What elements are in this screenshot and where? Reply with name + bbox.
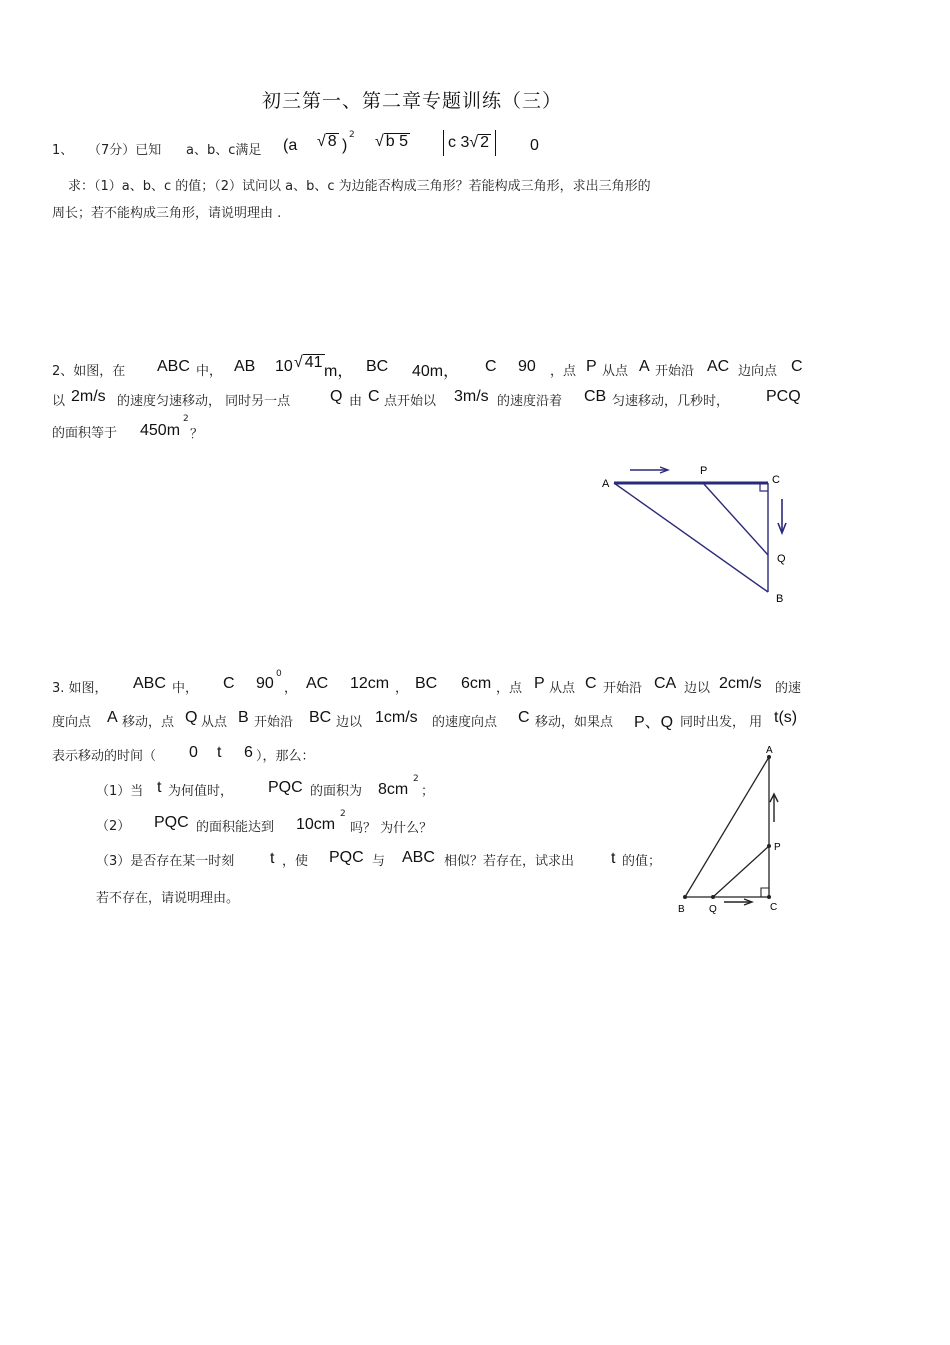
q3-label-b: B xyxy=(678,904,685,915)
q2-l1-l: ，点 xyxy=(550,364,577,379)
q2-l1-i: 40m， xyxy=(412,363,460,380)
q3-s1-d: PQC xyxy=(268,779,303,796)
q2-l1-k: 90 xyxy=(518,358,536,375)
q3-l1-u: 的速 xyxy=(775,681,802,696)
q2-l1-r: 边向点 xyxy=(738,364,778,379)
q2-label-p: P xyxy=(700,465,708,477)
q2-radicand-41: 41 xyxy=(304,354,323,371)
q2-l2-d: Q xyxy=(330,388,343,405)
q2-l2-k: 匀速移动，几秒时， xyxy=(612,394,730,409)
q3-l1-e: 90 xyxy=(256,675,274,692)
q1-abs-value: c 3√ 2 xyxy=(443,130,496,156)
q2-label-q: Q xyxy=(777,553,786,565)
q2-l1-h: BC xyxy=(366,358,389,375)
q3-s1-g: 2 xyxy=(413,774,419,784)
q3-l1-s: 边以 xyxy=(684,681,711,696)
q3-l2-d: Q xyxy=(185,709,198,726)
q3-point-p xyxy=(767,844,771,848)
q3-s1-h: ； xyxy=(421,784,435,799)
q3-l1-k: BC xyxy=(415,675,438,692)
q2-l1-q: AC xyxy=(707,358,730,375)
q3-s3-f: ABC xyxy=(402,849,435,866)
q3-s3-a: （3）是否存在某一时刻 xyxy=(96,854,235,869)
q3-l2-c: 移动，点 xyxy=(122,715,175,730)
q3-l2-a: 度向点 xyxy=(52,715,92,730)
q1-expr-close: ) xyxy=(342,137,348,154)
q1-line3: 周长；若不能构成三角形，请说明理由 . xyxy=(52,206,282,221)
q3-s2-c: 的面积能达到 xyxy=(196,820,275,835)
q2-l2-f: C xyxy=(368,388,380,405)
q3-s3-b: t xyxy=(270,850,275,867)
q3-l1-a: 3. 如图， xyxy=(52,681,108,696)
q1-sqrt8: √ 8 xyxy=(317,133,337,150)
q3-l1-n: P xyxy=(534,675,545,692)
q1-exponent: 2 xyxy=(349,130,355,140)
q3-l1-r: CA xyxy=(654,675,677,692)
q2-l3-d: ？ xyxy=(190,427,204,442)
q1-sqrt-b5: √ b 5 xyxy=(375,133,409,150)
q3-l1-d: C xyxy=(223,675,235,692)
q3-l2-b: A xyxy=(107,709,118,726)
q3-l1-p: C xyxy=(585,675,597,692)
q3-s1-b: t xyxy=(157,779,162,796)
q2-l1-p: 开始沿 xyxy=(655,364,695,379)
q3-s3-e: 与 xyxy=(372,854,386,869)
q2-l2-a: 以 xyxy=(52,394,66,409)
q2-label-b: B xyxy=(776,593,784,605)
q3-s2-d: 10cm xyxy=(296,816,336,833)
q3-l1-t: 2cm/s xyxy=(719,675,762,692)
q3-l1-l: 6cm xyxy=(461,675,492,692)
q3-s3-g: 相似？若存在，试求出 xyxy=(444,854,575,869)
q3-l1-q: 开始沿 xyxy=(603,681,643,696)
q2-sqrt41: √ 41 xyxy=(294,354,323,371)
q3-s1-a: （1）当 xyxy=(96,784,144,799)
q2-triangle-diagram xyxy=(590,455,810,615)
q3-triangle-diagram xyxy=(670,740,800,920)
q3-label-a: A xyxy=(766,745,773,756)
q3-s4: 若不存在，请说明理由。 xyxy=(96,891,240,906)
q3-l1-b: ABC xyxy=(133,675,166,692)
q3-s1-c: 为何值时， xyxy=(168,784,234,799)
q3-l2-o: 同时出发， 用 xyxy=(680,715,763,730)
q1-radicand-3: 2 xyxy=(480,134,490,151)
q3-l2-j: 1cm/s xyxy=(375,709,418,726)
q3-l2-i: 边以 xyxy=(336,715,363,730)
q3-l2-l: C xyxy=(518,709,530,726)
q2-l3-b: 450m xyxy=(140,422,181,439)
q2-l3-a: 的面积等于 xyxy=(52,426,118,441)
q3-label-c: C xyxy=(770,902,778,913)
q3-point-q xyxy=(711,895,715,899)
q3-l1-i: 12cm xyxy=(350,675,390,692)
q3-l1-f: 0 xyxy=(276,669,282,679)
q3-point-c xyxy=(767,895,771,899)
page-title: 初三第一、第二章专题训练（三） xyxy=(262,90,563,112)
q3-s2-a: （2） xyxy=(96,819,131,834)
q3-l2-m: 移动，如果点 xyxy=(535,715,614,730)
q3-label-p: P xyxy=(774,842,781,853)
q3-s3-d: PQC xyxy=(329,849,364,866)
q2-l2-j: CB xyxy=(584,388,607,405)
q2-l3-c: 2 xyxy=(183,414,189,424)
q3-l1-g: ， xyxy=(284,681,298,696)
q3-side-ab xyxy=(685,757,769,897)
q3-l1-j: ， xyxy=(395,681,409,696)
q3-l1-o: 从点 xyxy=(549,681,576,696)
q3-s3-i: 的值； xyxy=(622,854,662,869)
q3-s3-h: t xyxy=(611,850,616,867)
q3-s2-f: 吗？ 为什么？ xyxy=(350,821,433,836)
q3-label-q: Q xyxy=(709,904,717,915)
q3-l3-a: 表示移动的时间（ xyxy=(52,749,157,764)
q3-s1-e: 的面积为 xyxy=(310,784,363,799)
q3-l2-p: t(s) xyxy=(774,709,798,726)
q2-l1-m: P xyxy=(586,358,597,375)
q2-l2-b: 2m/s xyxy=(71,388,106,405)
q1-expr-open: (a xyxy=(283,137,298,154)
q2-l2-h: 3m/s xyxy=(454,388,489,405)
q3-s2-e: 2 xyxy=(340,809,346,819)
q3-l2-g: 开始沿 xyxy=(254,715,294,730)
q2-l2-e: 由 xyxy=(349,394,363,409)
q2-l1-g: m， xyxy=(324,363,354,380)
q2-l2-c: 的速度匀速移动， 同时另一点 xyxy=(117,394,291,409)
q1-rhs: 0 xyxy=(530,137,539,154)
q2-l1-e: 10 xyxy=(275,358,293,375)
q2-segment-pq xyxy=(703,483,768,555)
q2-l2-g: 点开始以 xyxy=(384,394,437,409)
q2-l1-s: C xyxy=(791,358,803,375)
q3-l1-h: AC xyxy=(306,675,329,692)
q2-l2-l: PCQ xyxy=(766,388,801,405)
q1-score: （7分）已知 xyxy=(88,143,162,158)
q2-label-c: C xyxy=(772,474,780,486)
q3-l2-n: P、Q xyxy=(634,714,674,731)
q3-l1-c: 中， xyxy=(172,681,199,696)
q2-label-a: A xyxy=(602,478,610,490)
q3-l2-k: 的速度向点 xyxy=(432,715,498,730)
q3-l2-h: BC xyxy=(309,709,332,726)
q2-l1-b: ABC xyxy=(157,358,190,375)
q1-abs-inner: c 3 xyxy=(448,134,470,151)
q2-l2-i: 的速度沿着 xyxy=(497,394,563,409)
q1-line2: 求：（1）a、b、c 的值；（2）试问以 a、b、c 为边能否构成三角形？若能构成三角形，求出三角形的 xyxy=(68,179,651,194)
q3-l3-e: ），那么： xyxy=(256,749,315,764)
q3-s3-c: ，使 xyxy=(282,854,309,869)
q1-radicand-1: 8 xyxy=(327,133,337,150)
q2-l1-a: 2、如图，在 xyxy=(52,364,126,379)
q2-l1-n: 从点 xyxy=(602,364,629,379)
q2-l1-o: A xyxy=(639,358,650,375)
q1-number: 1、 xyxy=(52,143,74,158)
q3-s2-b: PQC xyxy=(154,814,189,831)
q1-vars: a、b、c满足 xyxy=(186,143,262,158)
q3-l2-f: B xyxy=(238,709,249,726)
q3-l3-d: 6 xyxy=(244,744,253,761)
q3-l3-b: 0 xyxy=(189,744,198,761)
q2-l1-c: 中， xyxy=(196,364,223,379)
q3-l1-m: ，点 xyxy=(496,681,523,696)
q3-point-b xyxy=(683,895,687,899)
q1-radicand-2: b 5 xyxy=(385,133,409,150)
q2-l1-d: AB xyxy=(234,358,256,375)
q3-l2-e: 从点 xyxy=(201,715,228,730)
q3-l3-c: t xyxy=(217,744,222,761)
q3-s1-f: 8cm xyxy=(378,781,409,798)
q2-l1-j: C xyxy=(485,358,497,375)
q2-side-ab xyxy=(614,483,768,592)
